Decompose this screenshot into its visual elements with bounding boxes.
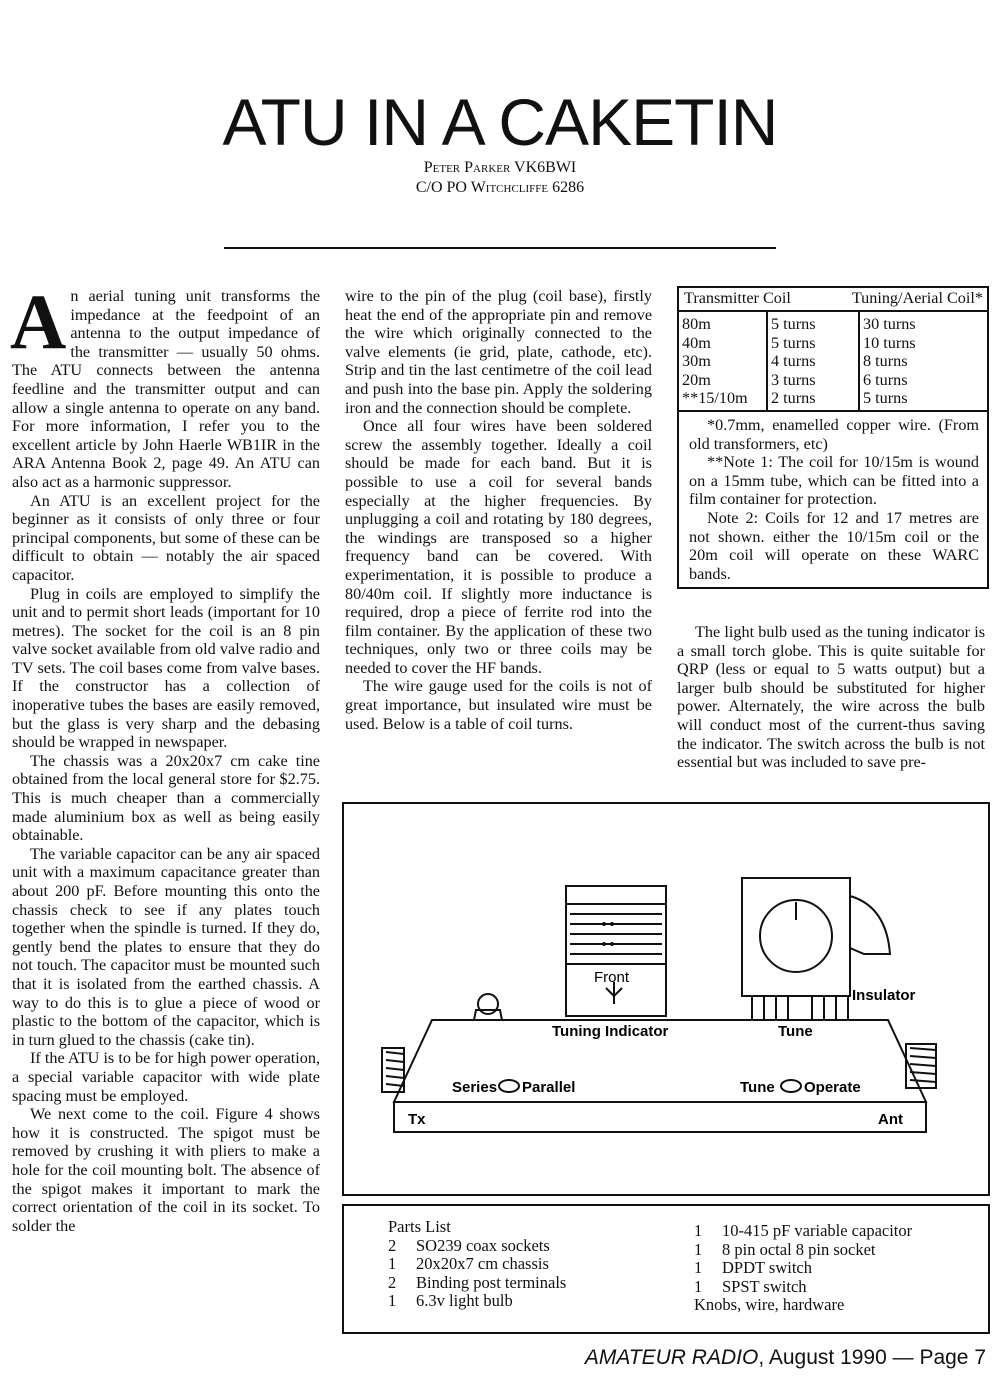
list-item: 1 6.3v light bulb bbox=[388, 1291, 513, 1310]
paragraph: The chassis was a 20x20x7 cm cake tine obtained from the local general store for $2.75. This is much cheaper than a commercially made aluminium box as well as being easily obtainable. bbox=[12, 751, 320, 845]
header-aerial-coil: Tuning/Aerial Coil* bbox=[851, 289, 983, 307]
list-item: 1 20x20x7 cm chassis bbox=[388, 1254, 549, 1273]
chassis-front bbox=[394, 1102, 926, 1132]
label-operate: Operate bbox=[804, 1079, 861, 1096]
paragraph: If the ATU is to be for high power operation, a special variable capacitor with wide plate spacing must be employed. bbox=[12, 1049, 320, 1105]
article-title: ATU IN A CAKETIN bbox=[222, 85, 778, 159]
author-address: C/O PO Witchcliffe 6286 bbox=[415, 179, 585, 196]
paragraph: The variable capacitor can be any air spaced unit with a maximum capacitance greater than about 200 pF. Before mounting this onto the chassis check to see if any plates touch together when the spindle is turned. If they do, gently bend the plates to ensure that they do not touch. The capacitor must be mounted such that it is isolated from the earthed chassis. A way to do this is to glue a piece of wood or plastic to the bottom of the capacitor, which is in turn glued to the chassis (cake tin). bbox=[12, 844, 320, 1049]
drop-cap: A bbox=[10, 278, 67, 365]
atu-diagram bbox=[342, 802, 990, 1196]
tx-turns-column: 5 turns 5 turns 4 turns 3 turns 2 turns bbox=[766, 312, 858, 410]
coil-turns-table bbox=[677, 286, 989, 589]
parts-list-extra: Knobs, wire, hardware bbox=[694, 1295, 845, 1314]
list-item: 1 10-415 pF variable capacitor bbox=[694, 1221, 913, 1240]
note-2: Note 2: Coils for 12 and 17 metres are not shown. either the 10/15m coil or the 20m coil will operate on these WARC bands. bbox=[689, 508, 979, 583]
paragraph: The wire gauge used for the coils is not of great importance, but insulated wire must be used. Below is a table of coil turns. bbox=[345, 677, 652, 733]
column-2 bbox=[345, 287, 652, 733]
list-item: 1 SPST switch bbox=[694, 1276, 807, 1296]
label-ant: Ant bbox=[878, 1111, 903, 1128]
label-tx: Tx bbox=[408, 1111, 426, 1128]
list-item: 1 DPDT switch bbox=[694, 1258, 812, 1277]
label-insulator: Insulator bbox=[852, 987, 916, 1004]
title-rule bbox=[224, 247, 776, 249]
label-parallel: Parallel bbox=[522, 1079, 576, 1096]
parts-list-left bbox=[388, 1218, 566, 1311]
paragraph: wire to the pin of the plug (coil base), firstly heat the end of the appropriate pin and remove the wire which originally connected to the valve elements (ie grid, plate, cathode, etc). Strip and tin the last centimetre of the coil lead and push into the base pin. Apply the soldering iron and the connection should be complete. bbox=[345, 287, 652, 417]
column-3-text bbox=[677, 623, 985, 772]
label-front: Front bbox=[594, 969, 630, 986]
column-1 bbox=[10, 278, 320, 1235]
paragraph: Once all four wires have been soldered screw the assembly together. Ideally a coil should be made for each band. But it is possible to use a coil for several bands especially at the higher frequencies. By unplugging a coil and rotating by 180 degrees, the windings are transposed so a higher frequency band can be covered. With experimentation, it is possible to produce a 80/40m coil. If slightly more inductance is required, drop a piece of ferrite rod into the film container. By the application of these two techniques, only two or three coils may be needed to cover the HF bands. bbox=[345, 417, 652, 677]
paragraph: The light bulb used as the tuning indicator is a small torch globe. This is quite suitable for QRP (less or equal to 5 watts output) but a larger bulb should be substituted for higher power. Alternately, the wire across the bulb will conduct most of the current-thus saving the indicator. The switch across the bulb is not essential but was included to save pre- bbox=[677, 623, 985, 772]
page-footer bbox=[585, 1346, 986, 1370]
label-series: Series bbox=[452, 1079, 498, 1096]
parts-list-heading: Parts List bbox=[388, 1217, 451, 1236]
label-tuning-indicator: Tuning Indicator bbox=[552, 1023, 669, 1040]
capacitor-housing bbox=[742, 878, 850, 996]
aerial-turns-column: 30 turns 10 turns 8 turns 6 turns 5 turns bbox=[858, 312, 987, 410]
table-header bbox=[679, 288, 987, 312]
note-1: **Note 1: The coil for 10/15m is wound on a 15mm tube, which can be fitted into a film container for protection. bbox=[689, 453, 979, 509]
label-tune-switch: Tune bbox=[740, 1079, 775, 1096]
table-notes bbox=[679, 412, 987, 587]
band-column: 80m 40m 30m 20m **15/10m bbox=[682, 315, 748, 408]
coil-former bbox=[566, 886, 666, 1016]
magazine-name: AMATEUR RADIO bbox=[584, 1346, 759, 1369]
author-block bbox=[0, 158, 1000, 198]
atu-drawing bbox=[344, 804, 988, 1194]
list-item: 1 8 pin octal 8 pin socket bbox=[694, 1239, 876, 1259]
paragraph: An ATU is an excellent project for the beginner as it consists of only three or four principal components, but some of these can be difficult to obtain — notably the air spaced capacitor. bbox=[12, 491, 320, 584]
list-item: 2 Binding post terminals bbox=[388, 1272, 567, 1292]
parts-list-right bbox=[694, 1222, 912, 1315]
note-wire: *0.7mm, enamelled copper wire. (From old transformers, etc) bbox=[689, 415, 979, 453]
header-transmitter-coil: Transmitter Coil bbox=[684, 289, 791, 307]
paragraph: We next come to the coil. Figure 4 shows how it is constructed. The spigot must be removed by crushing it with pliers to make a hole for the coil mounting bolt. The absence of the spigot makes it important to mark the correct orientation of the coil in its socket. To solder the bbox=[12, 1105, 320, 1235]
paragraph: Plug in coils are employed to simplify the unit and to permit short leads (important for 10 metres). The socket for the coil is an 8 pin valve socket available from old valve radio and TV sets. The coil bases come from valve bases. If the constructor has a collection of inoperative tubes the bases are easily removed, but the glass is very sharp and the debasing should be wrapped in newspaper. bbox=[12, 584, 320, 752]
issue-page: , August 1990 — Page 7 bbox=[758, 1346, 986, 1369]
author-name: Peter Parker VK6BWI bbox=[423, 159, 577, 176]
parts-list-box bbox=[342, 1204, 990, 1334]
list-item: 2 SO239 coax sockets bbox=[388, 1235, 550, 1255]
paragraph: An aerial tuning unit transforms the impedance at the feedpoint of an antenna to the output impedance of the transmitter — usually 50 ohms. The ATU connects between the antenna feedline and the transmitter output and can allow a single antenna to operate on any band. For more information, I refer you to the excellent article by John Haerle WB1IR in the ARA Antenna Book 2, page 49. An ATU can also act as a harmonic suppressor. bbox=[10, 278, 320, 491]
label-tune: Tune bbox=[778, 1023, 813, 1040]
table-body bbox=[679, 312, 987, 412]
